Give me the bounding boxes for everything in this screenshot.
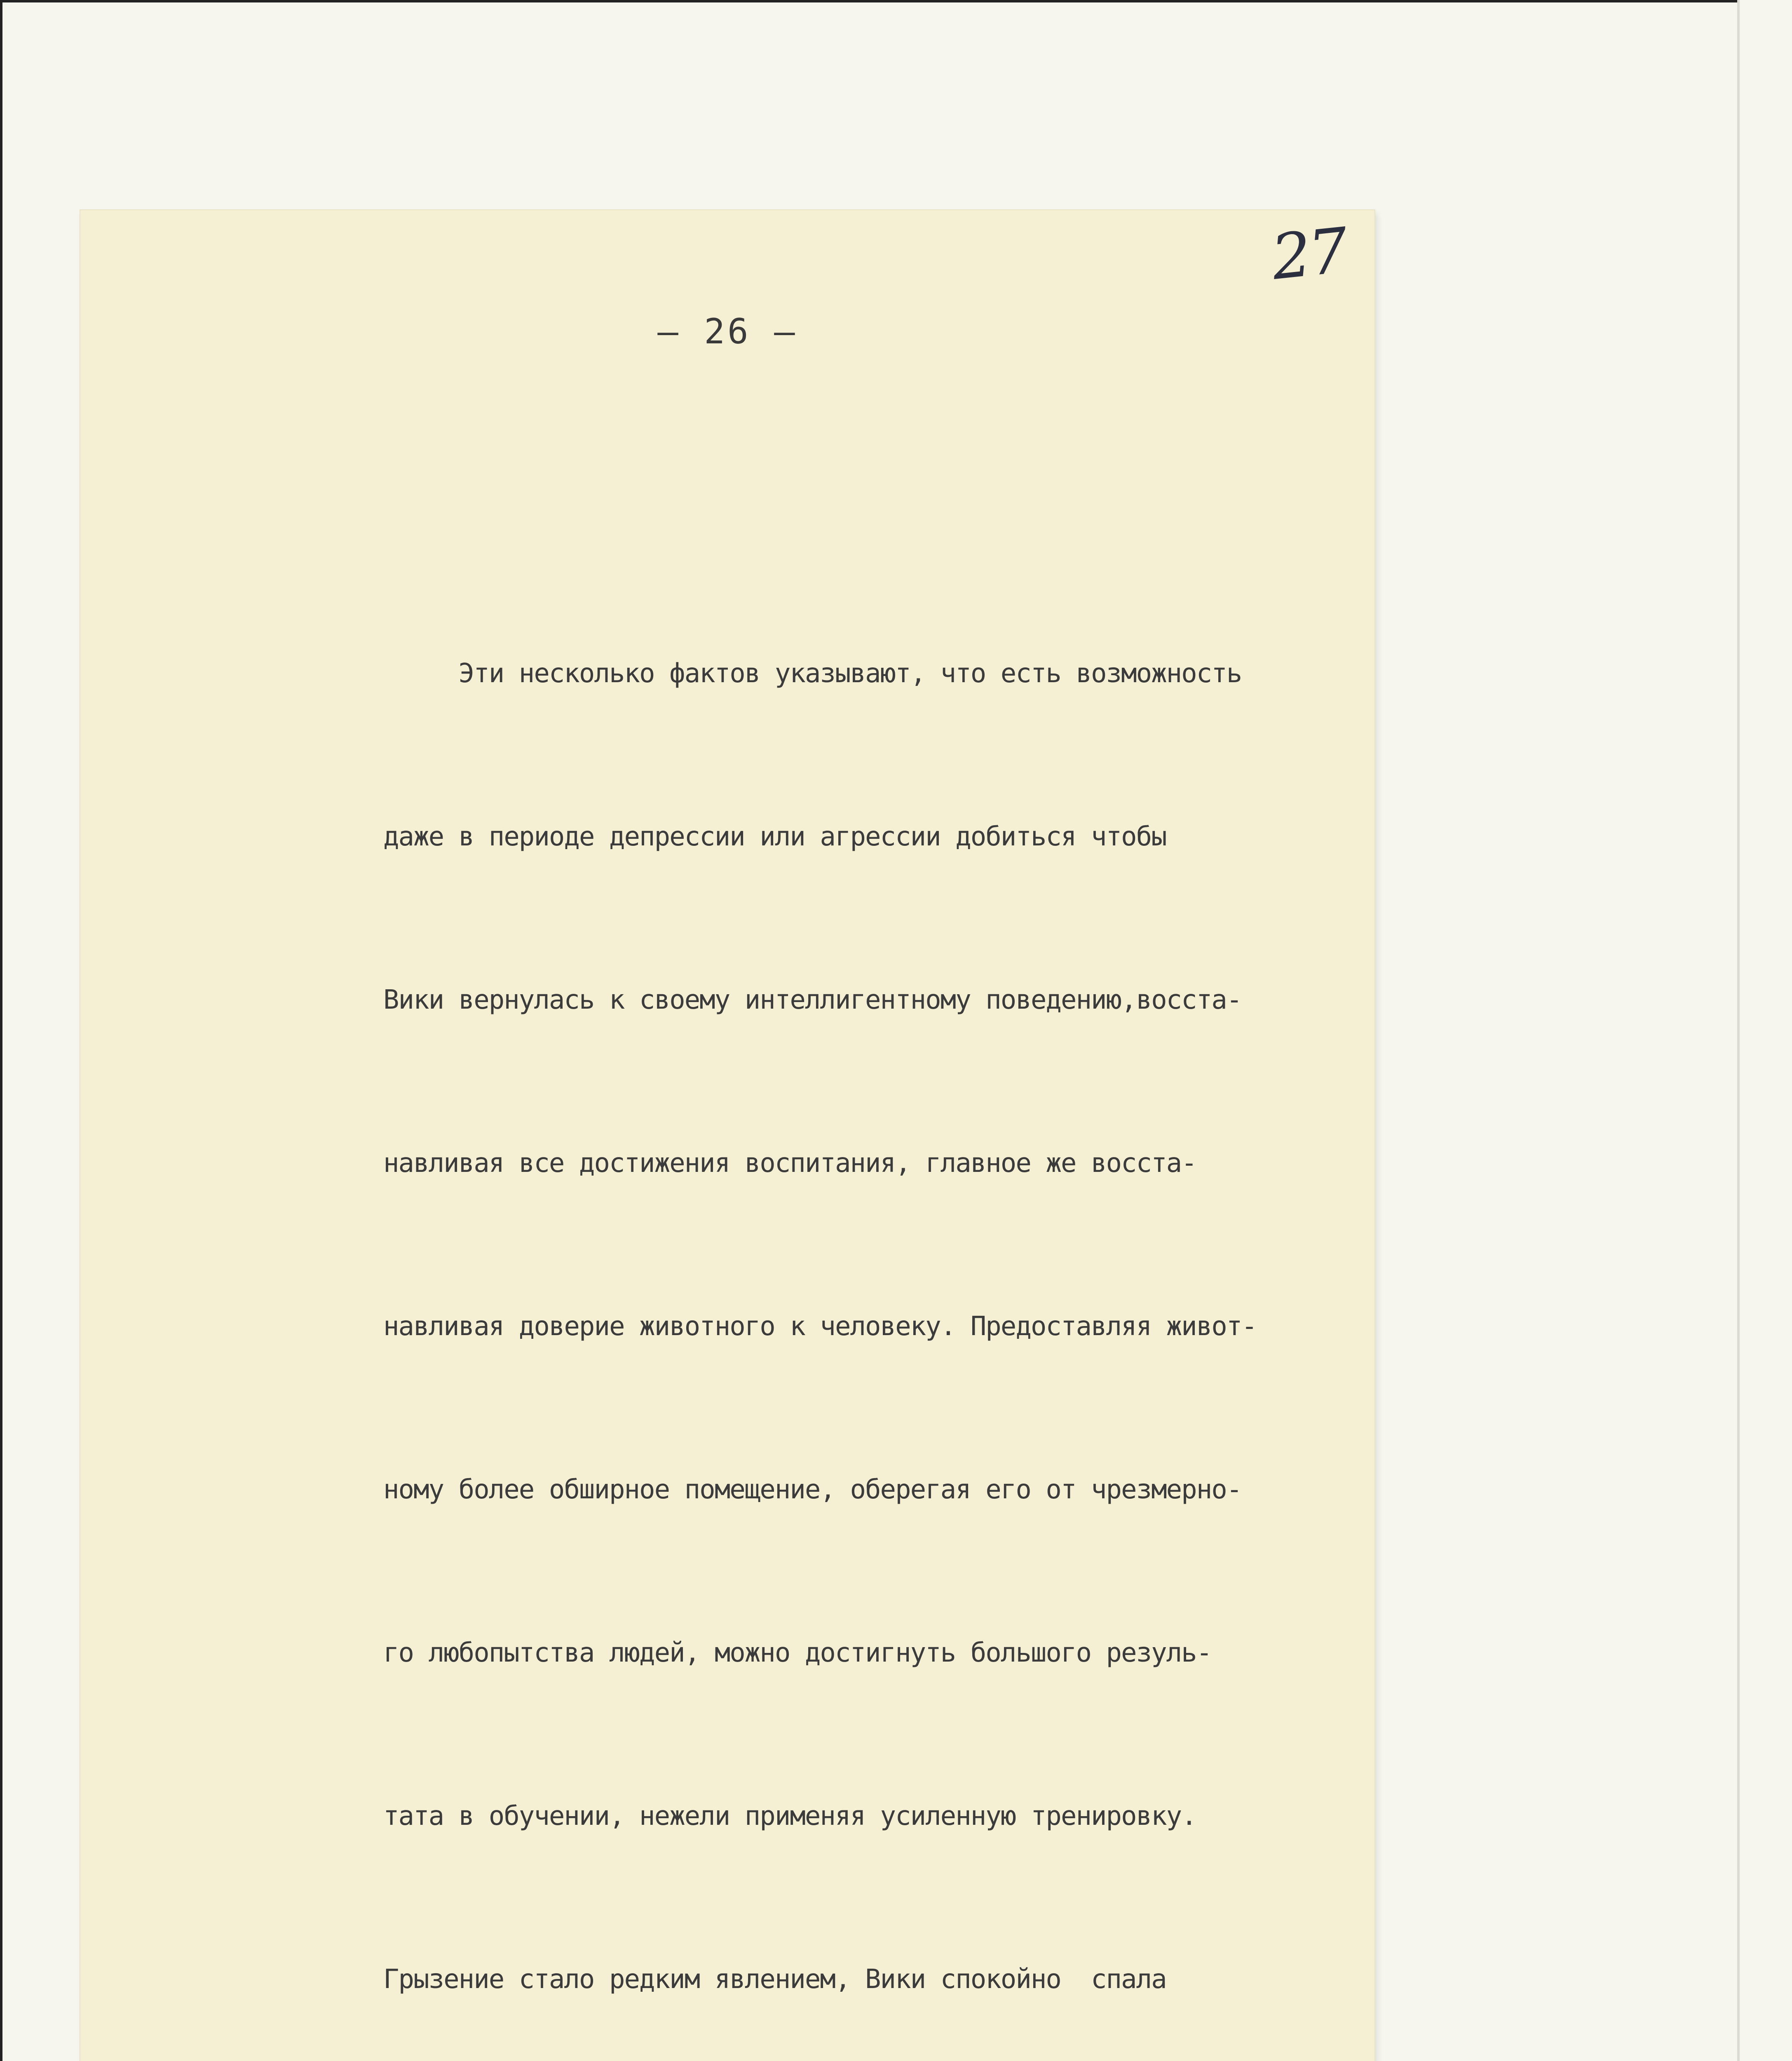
text-line: даже в периоде депрессии или агрессии добиться чтобы	[383, 822, 1166, 852]
scan-border-left	[0, 0, 2, 2061]
text-line: го любопытства людей, можно достигнуть большого резуль-	[383, 1638, 1212, 1668]
document-page	[80, 210, 1374, 2061]
text-line: Грызение стало редким явлением, Вики спокойно спала	[383, 1964, 1166, 1995]
body-text	[383, 429, 1372, 2061]
text-line: навливая доверие животного к человеку. Предоставляя живот-	[383, 1311, 1257, 1342]
archive-page-number: 27	[1268, 215, 1349, 294]
text-line: ному более обширное помещение, оберегая его от чрезмерно-	[383, 1474, 1242, 1505]
paragraph-1	[383, 538, 1372, 2061]
scan-edge	[1737, 0, 1740, 2061]
page-number: – 26 –	[657, 311, 797, 352]
scan-border-top	[0, 0, 1737, 2]
text-line: тата в обучении, нежели применяя усиленную тренировку.	[383, 1801, 1196, 1831]
text-line: Эти несколько фактов указывают, что есть возможность	[383, 658, 1242, 689]
text-line: Вики вернулась к своему интеллигентному поведению,восста-	[383, 985, 1242, 1015]
text-line: навливая все достижения воспитания, главное же восста-	[383, 1148, 1196, 1178]
